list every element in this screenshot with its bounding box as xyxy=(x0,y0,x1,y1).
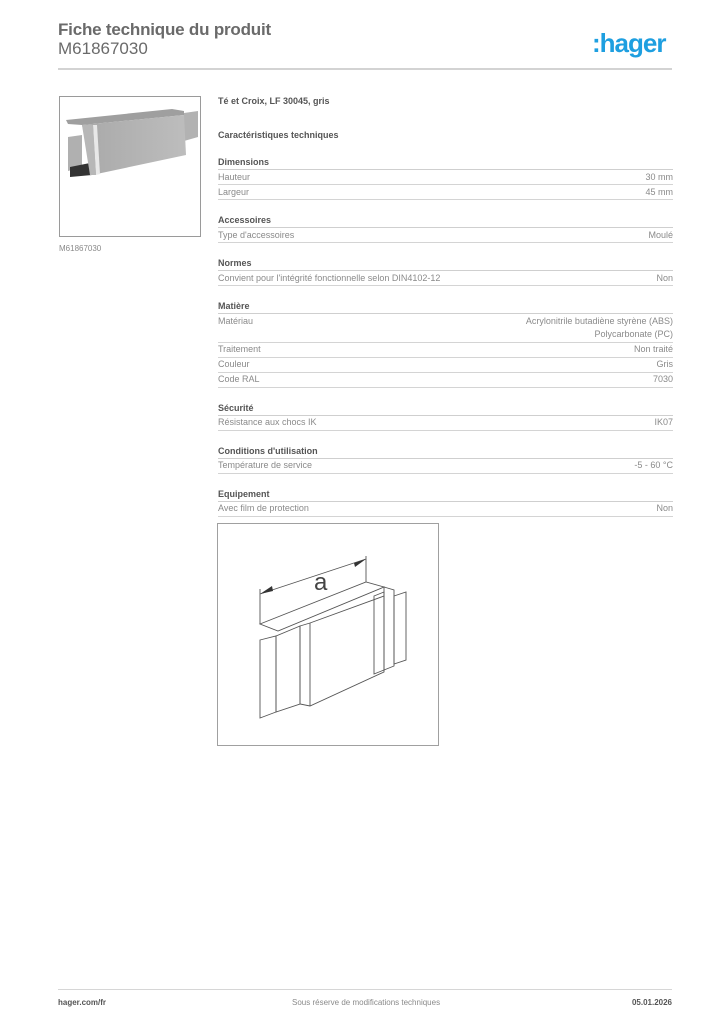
page-title: Fiche technique du produit xyxy=(58,20,271,39)
spec-label: Température de service xyxy=(218,460,313,470)
spec-value: 7030 xyxy=(652,374,673,384)
thumbnail-caption: M61867030 xyxy=(59,244,102,253)
spec-value: 30 mm xyxy=(645,171,673,182)
section-heading: Dimensions xyxy=(218,156,673,170)
spec-label: Couleur xyxy=(218,359,250,369)
spec-row xyxy=(218,416,673,431)
spec-value: IK07 xyxy=(654,417,673,427)
section-heading: Normes xyxy=(218,257,673,271)
section-conditions xyxy=(218,445,673,474)
dimension-label: a xyxy=(314,569,328,596)
section-heading: Equipement xyxy=(218,488,673,502)
spec-label: Largeur xyxy=(218,186,250,197)
footer-disclaimer: Sous réserve de modifications techniques xyxy=(292,998,441,1007)
tech-characteristics-heading: Caractéristiques techniques xyxy=(218,130,339,140)
spec-value xyxy=(526,315,673,342)
footer-divider xyxy=(58,989,672,990)
section-heading: Conditions d'utilisation xyxy=(218,445,673,459)
spec-row xyxy=(218,358,673,373)
hager-logo: :hager xyxy=(592,28,666,58)
spec-label: Traitement xyxy=(218,344,261,354)
spec-row xyxy=(218,228,673,243)
spec-row xyxy=(218,185,673,200)
footer-website: hager.com/fr xyxy=(58,998,107,1007)
spec-label: Code RAL xyxy=(218,374,260,384)
spec-value: Non xyxy=(656,503,673,513)
spec-label: Hauteur xyxy=(218,171,251,182)
product-photo-icon xyxy=(60,97,200,236)
section-material xyxy=(218,300,673,388)
spec-label: Type d'accessoires xyxy=(218,229,295,240)
section-safety xyxy=(218,402,673,431)
spec-value: -5 - 60 °C xyxy=(634,460,673,470)
footer-date: 05.01.2026 xyxy=(631,998,672,1007)
spec-value: Non xyxy=(656,272,673,283)
specifications xyxy=(218,96,673,553)
section-equipment xyxy=(218,488,673,517)
spec-label: Résistance aux chocs IK xyxy=(218,417,317,427)
header-divider xyxy=(58,68,672,70)
section-heading: Sécurité xyxy=(218,402,673,416)
spec-row xyxy=(218,271,673,286)
spec-label: Avec film de protection xyxy=(218,503,309,513)
dimension-drawing xyxy=(217,523,439,746)
product-code: M61867030 xyxy=(58,39,148,58)
spec-value-line: Polycarbonate (PC) xyxy=(594,329,673,339)
spec-row xyxy=(218,170,673,185)
spec-value-line: Acrylonitrile butadiène styrène (ABS) xyxy=(525,315,673,326)
spec-row xyxy=(218,343,673,358)
spec-row xyxy=(218,459,673,474)
spec-label: Matériau xyxy=(218,315,254,326)
section-standards xyxy=(218,257,673,286)
spec-row xyxy=(218,314,673,343)
spec-row xyxy=(218,373,673,388)
section-dimensions xyxy=(218,156,673,200)
spec-row xyxy=(218,502,673,517)
dimension-drawing-icon xyxy=(218,524,438,745)
spec-value: 45 mm xyxy=(645,186,673,197)
section-heading: Matière xyxy=(218,300,673,314)
product-thumbnail xyxy=(59,96,201,237)
spec-value: Non traité xyxy=(633,344,673,354)
section-accessories xyxy=(218,214,673,243)
spec-value: Gris xyxy=(656,359,673,369)
spec-value: Moulé xyxy=(648,229,673,240)
spec-label: Convient pour l'intégrité fonctionnelle selon DIN4102-12 xyxy=(218,272,441,283)
product-name: Té et Croix, LF 30045, gris xyxy=(218,96,330,106)
section-heading: Accessoires xyxy=(218,214,673,228)
